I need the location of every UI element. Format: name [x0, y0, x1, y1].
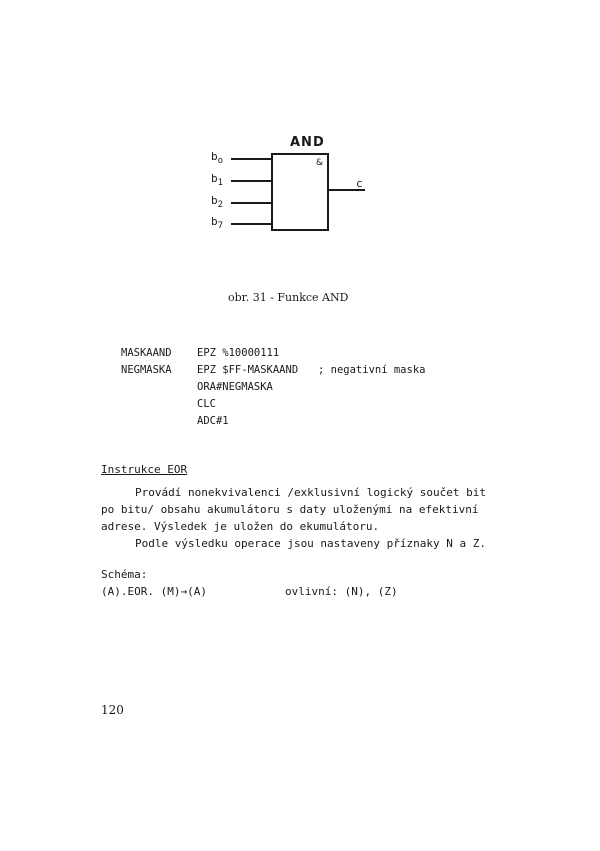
input-wire-b1 — [231, 180, 272, 182]
input-label-b7: $b_7$ — [211, 215, 224, 231]
code-instruction: EPZ %10000111 — [197, 347, 280, 359]
code-label: MASKAAND — [121, 347, 172, 359]
input-wire-b0 — [231, 158, 272, 160]
paragraph-line: po bitu/ obsahu akumulátoru s daty uloženými na efektivní — [101, 503, 479, 516]
gate-title: AND — [290, 135, 325, 150]
input-label-b1: $b_1$ — [211, 172, 224, 188]
paragraph-line: adrese. Výsledek je uložen do ekumulátoru. — [101, 520, 380, 533]
input-wire-b7 — [231, 223, 272, 225]
code-instruction: ADC#1 — [197, 415, 229, 427]
code-instruction: CLC — [197, 398, 216, 410]
section-title: Instrukce EOR — [101, 463, 188, 476]
code-instruction: ORA#NEGMASKA — [197, 381, 273, 393]
paragraph-line: Provádí nonekvivalenci /exklusivní logický součet bit — [135, 486, 486, 499]
input-label-b0: $b_o$ — [211, 150, 224, 166]
page-number: 120 — [101, 703, 124, 717]
gate-symbol: & — [316, 158, 324, 168]
schema-affects: ovlivní: (N), (Z) — [285, 585, 398, 598]
code-label: NEGMASKA — [121, 364, 172, 376]
code-instruction: EPZ $FF-MASKAAND — [197, 364, 299, 376]
paragraph-line: Podle výsledku operace jsou nastaveny příznaky N a Z. — [135, 537, 486, 550]
schema-formula: (A).EOR. (M)→(A) — [101, 585, 207, 598]
output-label: c — [356, 177, 363, 190]
schema-label: Schéma: — [101, 568, 148, 581]
input-label-b2: $b_2$ — [211, 194, 224, 210]
input-wire-b2 — [231, 202, 272, 204]
code-comment: ; negativní maska — [318, 364, 426, 376]
figure-caption: obr. 31 - Funkce AND — [228, 291, 349, 304]
